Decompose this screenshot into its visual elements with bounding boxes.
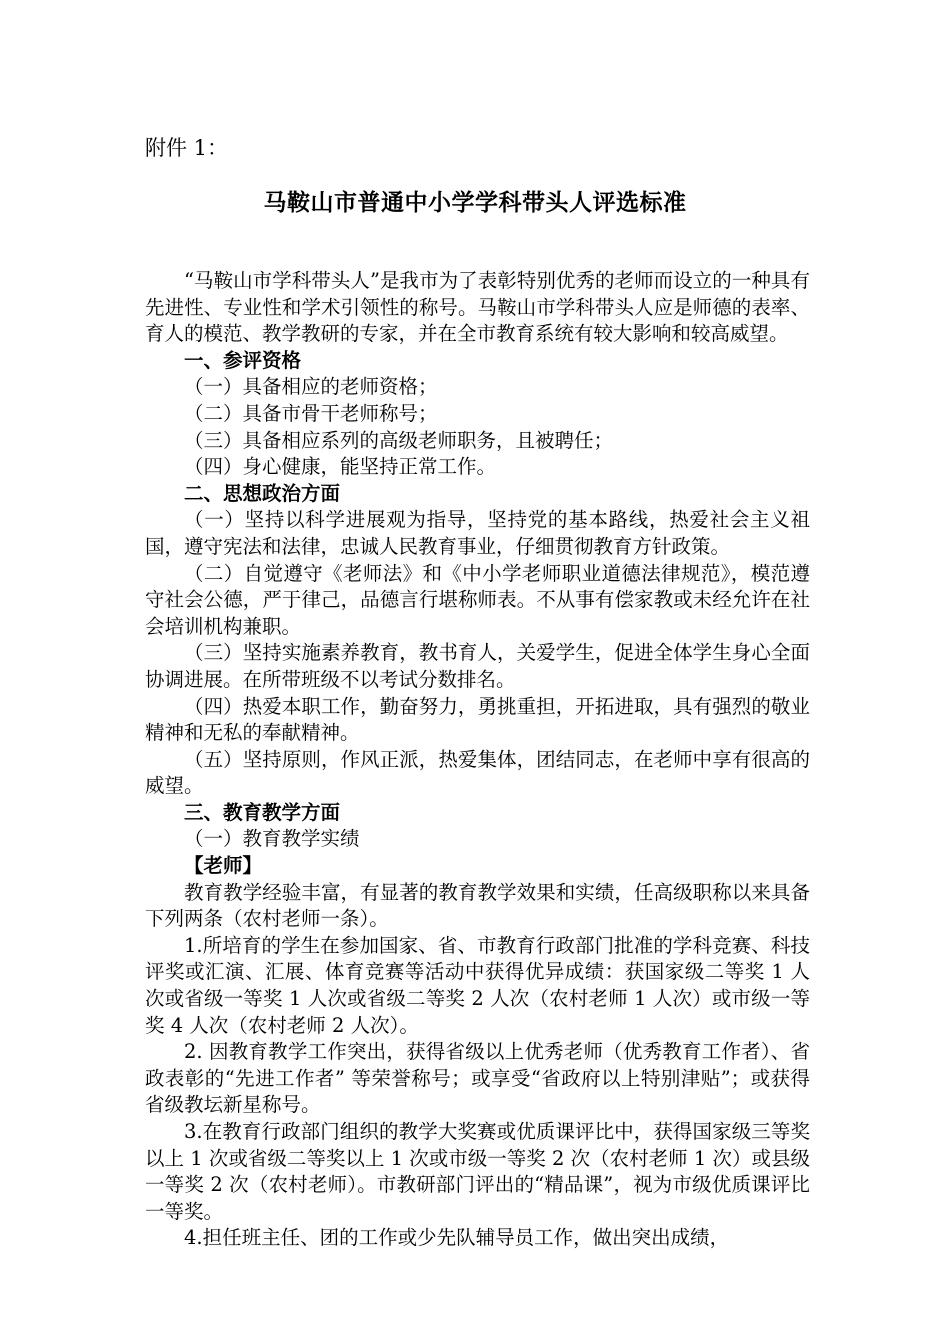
teacher-tag: 【老师】 xyxy=(184,854,263,878)
section-2-item: （四）热爱本职工作，勤奋努力，勇挑重担，开拓进取，具有强烈的敬业精神和无私的奉献精神。 xyxy=(145,694,810,745)
section-3-paragraph: 4.担任班主任、团的工作或少先队辅导员工作，做出突出成绩， xyxy=(184,1226,730,1250)
document-title: 马鞍山市普通中小学学科带头人评选标准 xyxy=(263,189,687,216)
section-3-paragraph: 2. 因教育教学工作突出，获得省级以上优秀老师（优秀教育工作者）、省政表彰的“先进工作者” 等荣誉称号；或享受“省政府以上特别津贴”；或获得省级教坛新星称号。 xyxy=(145,1040,810,1117)
section-2-item: （五）坚持原则，作风正派，热爱集体，团结同志，在老师中享有很高的威望。 xyxy=(145,747,810,798)
section-3-paragraph: 3.在教育行政部门组织的教学大奖赛或优质课评比中，获得国家级三等奖以上 1 次或省级二等奖以上 1 次或市级一等奖 2 次（农村老师 1 次）或县级一等奖 2 次（农村老师）。市教研部门评出的“精品课”，视为市级优质课评比一等奖。 xyxy=(145,1120,810,1223)
document-body xyxy=(145,268,810,1252)
section-1-item: （三）具备相应系列的高级老师职务，且被聘任； xyxy=(184,428,614,452)
section-1-item: （四）身心健康，能坚持正常工作。 xyxy=(184,455,497,479)
section-3-heading: 三、教育教学方面 xyxy=(184,800,341,824)
section-1-heading: 一、参评资格 xyxy=(184,348,302,372)
intro-paragraph: “马鞍山市学科带头人”是我市为了表彰特别优秀的老师而设立的一种具有先进性、专业性和学术引领性的称号。马鞍山市学科带头人应是师德的表率、育人的模范、教学教研的专家，并在全市教育系统有较大影响和较高威望。 xyxy=(145,269,810,346)
section-2-heading: 二、思想政治方面 xyxy=(184,481,341,505)
section-3-paragraph: 1.所培育的学生在参加国家、省、市教育行政部门批准的学科竞赛、科技评奖或汇演、汇展、体育竞赛等活动中获得优异成绩：获国家级二等奖 1 人次或省级一等奖 1 人次或省级二等奖 2 人次（农村老师 1 人次）或市级一等奖 4 人次（农村老师 2 人次）。 xyxy=(145,933,810,1037)
section-2-item: （二）自觉遵守《老师法》和《中小学老师职业道德法律规范》，模范遵守社会公德，严于律己，品德言行堪称师表。不从事有偿家教或未经允许在社会培训机构兼职。 xyxy=(145,561,810,638)
section-3-subheading: （一）教育教学实绩 xyxy=(184,827,360,851)
attachment-label: 附件 1： xyxy=(145,136,229,160)
section-3-paragraph: 教育教学经验丰富，有显著的教育教学效果和实绩，任高级职称以来具备下列两条（农村老师一条）。 xyxy=(145,880,810,931)
section-1-item: （二）具备市骨干老师称号； xyxy=(184,401,438,425)
section-1-item: （一）具备相应的老师资格； xyxy=(184,375,438,399)
section-2-item: （三）坚持实施素养教育，教书育人，关爱学生，促进全体学生身心全面协调进展。在所带班级不以考试分数排名。 xyxy=(145,641,810,691)
section-2-item: （一）坚持以科学进展观为指导，坚持党的基本路线，热爱社会主义祖国，遵守宪法和法律，忠诚人民教育事业，仔细贯彻教育方针政策。 xyxy=(145,508,810,558)
